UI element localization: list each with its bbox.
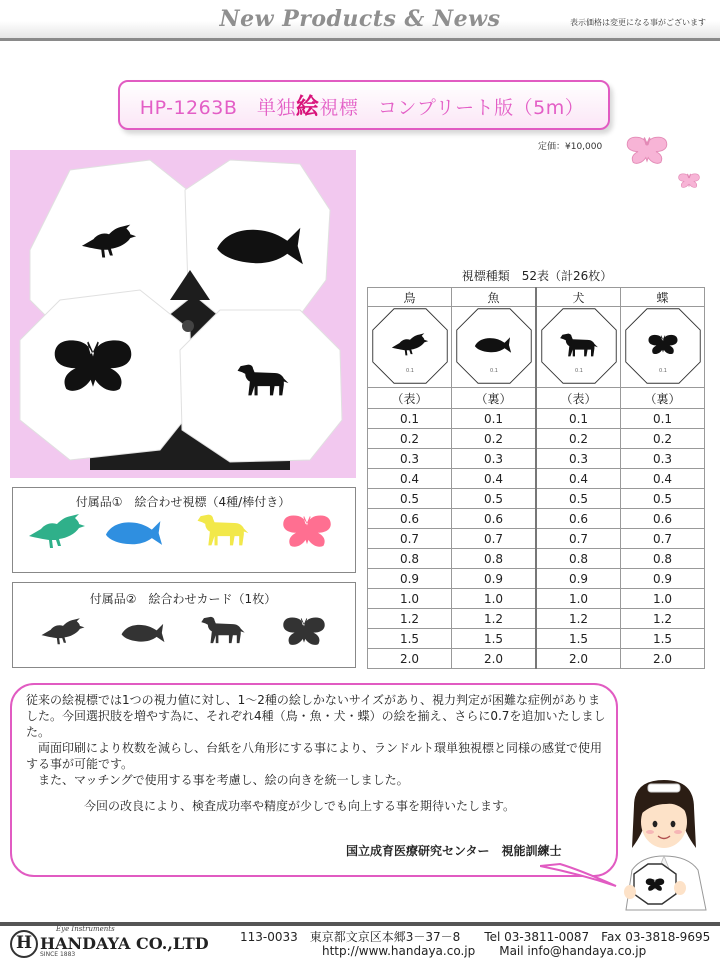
header-rule — [0, 38, 720, 41]
table-row — [368, 549, 705, 569]
table-row — [368, 649, 705, 669]
table-cell: 0.2 — [368, 429, 452, 449]
table-cell: 0.7 — [536, 529, 621, 549]
table-row — [368, 489, 705, 509]
table-cell: 1.0 — [368, 589, 452, 609]
table-cell: 0.7 — [368, 529, 452, 549]
company-web-mail: http://www.handaya.co.jp Mail info@handaya.co.jp — [322, 944, 647, 958]
message-paragraph-2: 両面印刷により枚数を減らし、台紙を八角形にする事により、ランドルト環単独視標と同様の感覚で使用する事が可能です。 — [26, 741, 603, 771]
table-cell: 0.6 — [452, 509, 537, 529]
card-butterfly-icon — [282, 616, 326, 648]
accessory-butterfly-marker-icon — [280, 514, 334, 550]
face-label: （裏） — [621, 388, 705, 409]
company-name: HANDAYA CO.,LTD — [40, 934, 209, 953]
card-image-butterfly — [621, 307, 705, 388]
table-header-row — [368, 288, 705, 307]
product-photo — [10, 150, 356, 478]
table-cell: 0.6 — [621, 509, 705, 529]
card-dog-icon — [200, 614, 246, 646]
table-row — [368, 509, 705, 529]
accessory-dog-marker-icon — [196, 512, 250, 548]
page-header-title: New Products & News — [219, 6, 501, 32]
table-cell: 0.9 — [621, 569, 705, 589]
table-cell: 0.5 — [452, 489, 537, 509]
table-cell: 0.4 — [452, 469, 537, 489]
table-cell: 0.3 — [536, 449, 621, 469]
table-cell: 0.1 — [452, 409, 537, 429]
card-image-dog — [536, 307, 621, 388]
header-bird: 鳥 — [368, 288, 452, 307]
decor-butterfly-icon — [626, 134, 668, 168]
table-cell: 0.4 — [368, 469, 452, 489]
table-cell: 1.5 — [452, 629, 537, 649]
table-cell: 1.0 — [621, 589, 705, 609]
table-image-row — [368, 307, 705, 388]
card-bird-icon — [40, 616, 86, 648]
table-cell: 0.3 — [368, 449, 452, 469]
product-title-prefix: HP-1263B 単独 — [139, 97, 296, 119]
table-row — [368, 469, 705, 489]
table-cell: 1.2 — [621, 609, 705, 629]
accessory-bird-marker-icon — [26, 512, 88, 552]
decor-butterfly-small-icon — [678, 172, 700, 190]
table-cell: 2.0 — [621, 649, 705, 669]
message-text — [26, 692, 606, 814]
face-label: （表） — [368, 388, 452, 409]
card-value-label: 0.1 — [574, 367, 583, 374]
table-cell: 1.2 — [368, 609, 452, 629]
accessory-1-title: 付属品① 絵合わせ視標（4種/棒付き） — [75, 495, 291, 509]
table-body — [368, 409, 705, 669]
table-cell: 0.5 — [368, 489, 452, 509]
table-cell: 1.2 — [452, 609, 537, 629]
company-address: 113-0033 東京都文京区本郷3－37－8 Tel 03-3811-0087 Fax 03-3818-9695 — [240, 930, 711, 944]
message-paragraph-3: また、マッチングで使用する事を考慮し、絵の向きを統一しました。 — [38, 773, 409, 787]
table-cell: 0.3 — [621, 449, 705, 469]
table-row — [368, 449, 705, 469]
header-dog: 犬 — [536, 288, 621, 307]
card-value-label: 0.1 — [405, 367, 414, 374]
table-row — [368, 609, 705, 629]
table-cell: 0.9 — [452, 569, 537, 589]
table-row — [368, 409, 705, 429]
table-cell: 0.6 — [368, 509, 452, 529]
table-cell: 0.6 — [536, 509, 621, 529]
product-title — [118, 88, 606, 121]
table-row — [368, 589, 705, 609]
card-value-label: 0.1 — [658, 367, 667, 374]
table-cell: 1.5 — [536, 629, 621, 649]
speech-tail — [540, 862, 620, 890]
card-image-bird — [368, 307, 452, 388]
logo-letter: H — [15, 933, 33, 953]
table-cell: 0.2 — [452, 429, 537, 449]
table-cell: 0.2 — [621, 429, 705, 449]
table-cell: 0.2 — [536, 429, 621, 449]
table-cell: 0.8 — [368, 549, 452, 569]
table-cell: 0.8 — [452, 549, 537, 569]
face-label: （表） — [536, 388, 621, 409]
table-cell: 1.5 — [621, 629, 705, 649]
accessory-2-title: 付属品② 絵合わせカード（1枚） — [89, 592, 277, 606]
table-cell: 1.0 — [452, 589, 537, 609]
accessory-fish-marker-icon — [104, 516, 164, 550]
table-row — [368, 529, 705, 549]
table-cell: 0.9 — [536, 569, 621, 589]
price-change-note: 表示価格は変更になる事がございます — [570, 18, 706, 27]
table-cell: 0.3 — [452, 449, 537, 469]
message-paragraph-1: 従来の絵視標では1つの視力値に対し、1～2種の絵しかないサイズがあり、視力判定が困難な症例がありました。今回選択肢を増やす為に、それぞれ4種（鳥・魚・犬・蝶）の絵を揃え、さらに0.7を追加いたしました。 — [26, 693, 606, 739]
card-image-fish — [452, 307, 537, 388]
header-fish: 魚 — [452, 288, 537, 307]
table-title: 視標種類 52表（計26枚） — [461, 269, 613, 283]
logo-tagline: Eye Instruments — [56, 925, 115, 933]
table-cell: 0.8 — [536, 549, 621, 569]
table-cell: 0.4 — [536, 469, 621, 489]
table-cell: 0.1 — [621, 409, 705, 429]
table-cell: 0.7 — [621, 529, 705, 549]
table-face-row — [368, 388, 705, 409]
price-label: 定価：¥10,000 — [538, 142, 603, 152]
table-cell: 1.0 — [536, 589, 621, 609]
table-cell: 0.7 — [452, 529, 537, 549]
card-fish-icon — [120, 620, 166, 646]
message-paragraph-4: 今回の改良により、検査成功率や精度が少しでも向上する事を期待いたします。 — [84, 799, 516, 813]
company-since: SINCE 1883 — [40, 951, 76, 958]
table-row — [368, 569, 705, 589]
table-cell: 0.4 — [621, 469, 705, 489]
table-cell: 1.5 — [368, 629, 452, 649]
table-cell: 0.8 — [621, 549, 705, 569]
face-label: （裏） — [452, 388, 537, 409]
table-cell: 2.0 — [452, 649, 537, 669]
table-row — [368, 429, 705, 449]
table-row — [368, 629, 705, 649]
table-cell: 0.1 — [536, 409, 621, 429]
table-cell: 0.5 — [621, 489, 705, 509]
optotype-table — [367, 287, 705, 669]
table-cell: 0.1 — [368, 409, 452, 429]
header-butterfly: 蝶 — [621, 288, 705, 307]
message-signature: 国立成育医療研究センター 視能訓練士 — [346, 844, 562, 858]
table-cell: 2.0 — [368, 649, 452, 669]
table-cell: 1.2 — [536, 609, 621, 629]
table-cell: 2.0 — [536, 649, 621, 669]
card-value-label: 0.1 — [489, 367, 498, 374]
table-cell: 0.9 — [368, 569, 452, 589]
table-cell: 0.5 — [536, 489, 621, 509]
nurse-illustration — [612, 774, 716, 916]
product-title-emphasis: 絵 — [295, 94, 320, 120]
product-title-suffix: 視標 コンプリート版（5m） — [319, 97, 585, 119]
